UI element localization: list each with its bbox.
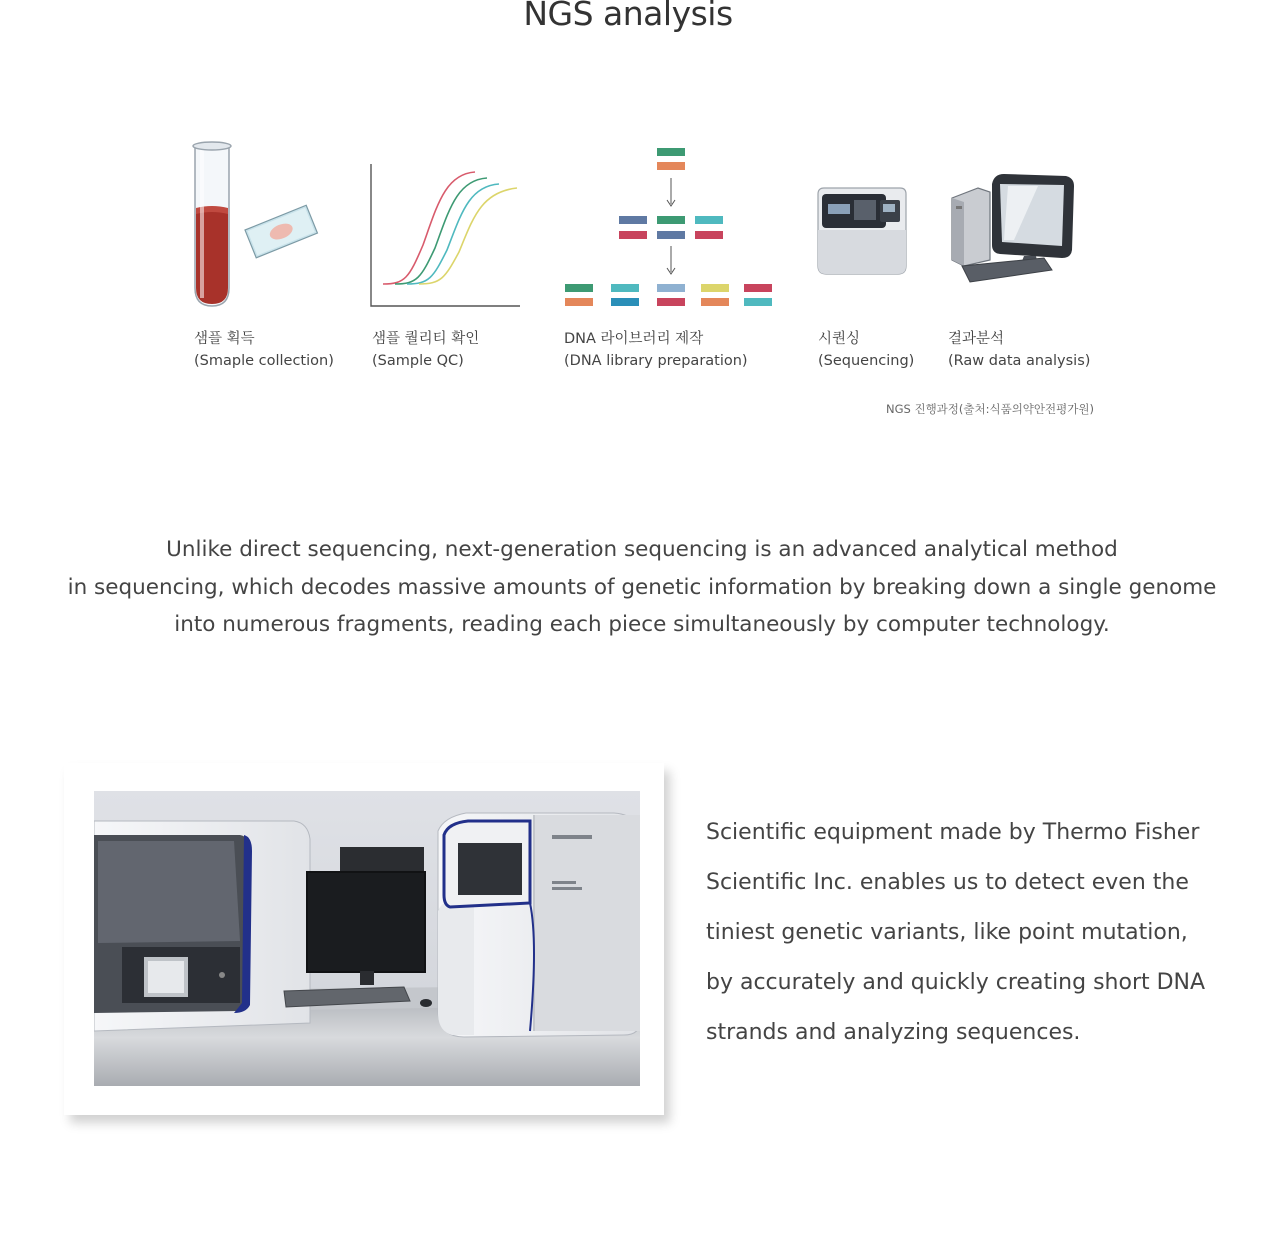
description-line: strands and analyzing sequences. bbox=[706, 1020, 1081, 1045]
source-caption: NGS 진행과정(출처:식품의약안전평가원) bbox=[886, 402, 1094, 416]
ngs-process-diagram bbox=[0, 0, 1280, 430]
description-line: by accurately and quickly creating short DNA bbox=[706, 970, 1206, 995]
intro-line: into numerous fragments, reading each piece simultaneously by computer technology. bbox=[174, 612, 1110, 637]
description-line: Scientific equipment made by Thermo Fisher bbox=[706, 820, 1200, 845]
intro-line: Unlike direct sequencing, next-generation sequencing is an advanced analytical method bbox=[166, 537, 1118, 562]
step-1-subtitle: (Smaple collection) bbox=[194, 353, 334, 369]
step-2-subtitle: (Sample QC) bbox=[372, 353, 464, 369]
computer-icon bbox=[948, 170, 1078, 292]
description-line: Scientific Inc. enables us to detect even the bbox=[706, 870, 1189, 895]
qc-curve-icon bbox=[365, 160, 525, 310]
dna-library-icon bbox=[560, 142, 780, 312]
step-5-title: 결과분석 bbox=[948, 331, 1005, 347]
description-line: tiniest genetic variants, like point mutation, bbox=[706, 920, 1188, 945]
equipment-description bbox=[706, 808, 1246, 1058]
step-3-subtitle: (DNA library preparation) bbox=[564, 353, 748, 369]
step-5-label bbox=[948, 328, 1090, 372]
page-title: NGS analysis bbox=[523, 0, 733, 33]
step-4-subtitle: (Sequencing) bbox=[818, 353, 915, 369]
intro-line: in sequencing, which decodes massive amounts of genetic information by breaking down a single genome bbox=[67, 574, 1217, 600]
step-5-subtitle: (Raw data analysis) bbox=[948, 353, 1091, 369]
sequencer-icon bbox=[812, 186, 912, 278]
step-3-label bbox=[564, 328, 748, 372]
lab-equipment-illustration bbox=[94, 791, 640, 1086]
step-3-title: DNA 라이브러리 제작 bbox=[564, 331, 704, 347]
step-4-title: 시퀀싱 bbox=[818, 331, 861, 347]
step-1-title: 샘플 획득 bbox=[194, 331, 255, 347]
step-2-label bbox=[372, 328, 479, 372]
equipment-photo-frame bbox=[64, 763, 664, 1115]
intro-paragraph bbox=[0, 531, 1280, 644]
test-tube-icon bbox=[185, 138, 330, 313]
step-4-label bbox=[818, 328, 914, 372]
equipment-photo bbox=[94, 791, 640, 1086]
step-1-label bbox=[194, 328, 334, 372]
step-2-title: 샘플 퀄리티 확인 bbox=[372, 331, 480, 347]
